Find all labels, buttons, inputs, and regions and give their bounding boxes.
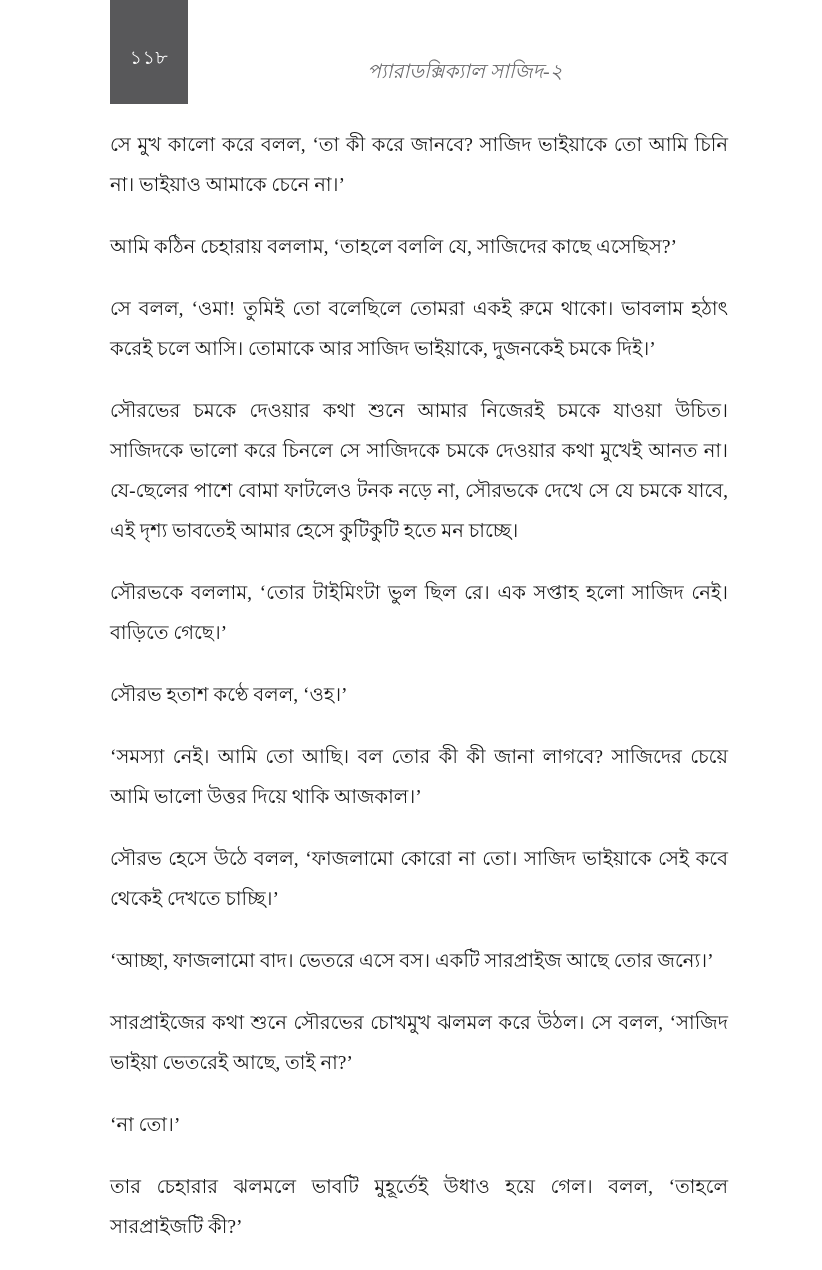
paragraph: সে বলল, ‘ওমা! তুমিই তো বলেছিলে তোমরা একই রুমে থাকো। ভাবলাম হঠাৎ করেই চলে আসি। তোমাকে আর সাজিদ ভাইয়াকে, দুজনকেই চমকে দিই।’ bbox=[110, 299, 728, 360]
paragraph: ‘আচ্ছা, ফাজলামো বাদ। ভেতরে এসে বস। একটি সারপ্রাইজ আছে তোর জন্যে।’ bbox=[110, 951, 714, 972]
body-text-column bbox=[110, 126, 728, 1248]
page-number: ১১৮ bbox=[129, 47, 169, 69]
paragraph: সারপ্রাইজের কথা শুনে সৌরভের চোখমুখ ঝলমল করে উঠল। সে বলল, ‘সাজিদ ভাইয়া ভেতরেই আছে, তাই না?’ bbox=[110, 1013, 728, 1074]
paragraph: সৌরভের চমকে দেওয়ার কথা শুনে আমার নিজেরই চমকে যাওয়া উচিত। সাজিদকে ভালো করে চিনলে সে সাজিদকে চমকে দেওয়ার কথা মুখেই আনত না। যে-ছেলের পাশে বোমা ফাটলেও টনক নড়ে না, সৌরভকে দেখে সে যে চমকে যাবে, এই দৃশ্য ভাবতেই আমার হেসে কুটিকুটি হতে মন চাচ্ছে। bbox=[110, 401, 728, 542]
paragraph: ‘না তো।’ bbox=[110, 1115, 181, 1136]
paragraph: সৌরভ হতাশ কণ্ঠে বলল, ‘ওহ।’ bbox=[110, 685, 348, 706]
paragraph: ‘সমস্যা নেই। আমি তো আছি। বল তোর কী কী জানা লাগবে? সাজিদের চেয়ে আমি ভালো উত্তর দিয়ে থাকি আজকাল।’ bbox=[110, 747, 728, 808]
paragraph: তার চেহারার ঝলমলে ভাবটি মুহূর্তেই উধাও হয়ে গেল। বলল, ‘তাহলে সারপ্রাইজটি কী?’ bbox=[110, 1177, 728, 1238]
paragraph: সে মুখ কালো করে বলল, ‘তা কী করে জানবে? সাজিদ ভাইয়াকে তো আমি চিনি না। ভাইয়াও আমাকে চেনে না।’ bbox=[110, 135, 728, 196]
folio-block bbox=[110, 0, 188, 104]
running-title: প্যারাডক্সিক্যাল সাজিদ-২ bbox=[367, 61, 563, 83]
paragraph: সৌরভ হেসে উঠে বলল, ‘ফাজলামো কোরো না তো। সাজিদ ভাইয়াকে সেই কবে থেকেই দেখতে চাচ্ছি।’ bbox=[110, 849, 728, 910]
page-header bbox=[0, 0, 822, 110]
paragraph: আমি কঠিন চেহারায় বললাম, ‘তাহলে বললি যে, সাজিদের কাছে এসেছিস?’ bbox=[110, 237, 677, 258]
paragraph: সৌরভকে বললাম, ‘তোর টাইমিংটা ভুল ছিল রে। এক সপ্তাহ হলো সাজিদ নেই। বাড়িতে গেছে।’ bbox=[110, 583, 728, 644]
